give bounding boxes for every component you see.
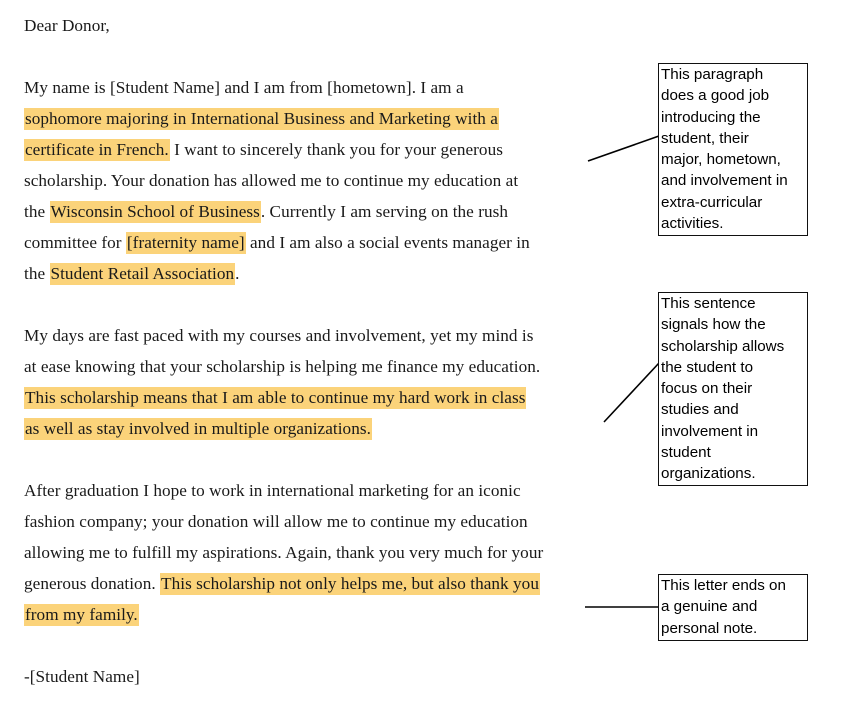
annotation-line: involvement in: [661, 422, 759, 440]
p3-line-2: fashion company; your donation will allow me to continue my education: [24, 512, 528, 531]
p2-line-1: My days are fast paced with my courses and involvement, yet my mind is: [24, 326, 534, 345]
highlight: from my family.: [25, 605, 138, 624]
annotation-box-2: [658, 292, 808, 486]
annotation-line: the student to: [661, 358, 754, 376]
annotation-line: This paragraph: [661, 66, 764, 83]
highlight: This scholarship not only helps me, but also thank you: [161, 574, 539, 593]
highlight: [fraternity name]: [126, 233, 245, 252]
text: generous donation.: [24, 574, 161, 593]
connector-line-2: [604, 363, 659, 422]
highlight: This scholarship means that I am able to continue my hard work in class: [25, 388, 526, 407]
highlight: as well as stay involved in multiple organizations.: [25, 419, 371, 438]
annotation-line: scholarship allows: [661, 337, 785, 355]
letter-greeting: Dear Donor,: [24, 16, 110, 35]
annotation-line: major, hometown,: [661, 151, 781, 169]
letter-signature: -[Student Name]: [24, 667, 140, 686]
p1-line-1: My name is [Student Name] and I am from [hometown]. I am a: [24, 78, 464, 97]
text: . Currently I am serving on the rush: [260, 202, 509, 221]
p2-line-2: at ease knowing that your scholarship is helping me finance my education.: [24, 357, 541, 376]
annotation-line: student: [661, 444, 711, 462]
annotation-line: a genuine and: [661, 598, 758, 616]
annotation-line: This sentence: [661, 295, 756, 312]
annotation-line: signals how the: [661, 316, 766, 334]
p3-line-3: allowing me to fulfill my aspirations. Again, thank you very much for your: [24, 543, 544, 562]
annotation-line: student, their: [661, 129, 749, 147]
text: the: [24, 264, 50, 283]
annotation-line: focus on their: [661, 380, 753, 398]
text: committee for: [24, 233, 126, 252]
connector-line-1: [588, 136, 659, 161]
annotation-line: extra-curricular: [661, 193, 763, 211]
annotation-line: studies and: [661, 401, 739, 419]
p1-line-4: scholarship. Your donation has allowed me to continue my education at: [24, 171, 519, 190]
text: and I am also a social events manager in: [245, 233, 530, 252]
annotation-box-1: [658, 63, 808, 236]
annotation-line: organizations.: [661, 465, 756, 483]
annotation-line: personal note.: [661, 619, 758, 637]
highlight: Student Retail Association: [50, 264, 235, 283]
highlight: certificate in French.: [25, 140, 169, 159]
annotation-line: introducing the: [661, 108, 761, 126]
highlight: sophomore majoring in International Business and Marketing with a: [25, 109, 498, 128]
highlight: Wisconsin School of Business: [50, 202, 260, 221]
annotation-box-3: [658, 574, 808, 641]
annotation-line: and involvement in: [661, 172, 788, 190]
p3-line-1: After graduation I hope to work in international marketing for an iconic: [24, 481, 521, 500]
text: the: [24, 202, 50, 221]
text: I want to sincerely thank you for your generous: [169, 140, 503, 159]
annotation-line: activities.: [661, 215, 724, 233]
annotation-line: This letter ends on: [661, 577, 786, 594]
annotation-line: does a good job: [661, 87, 770, 105]
text: .: [235, 264, 240, 283]
